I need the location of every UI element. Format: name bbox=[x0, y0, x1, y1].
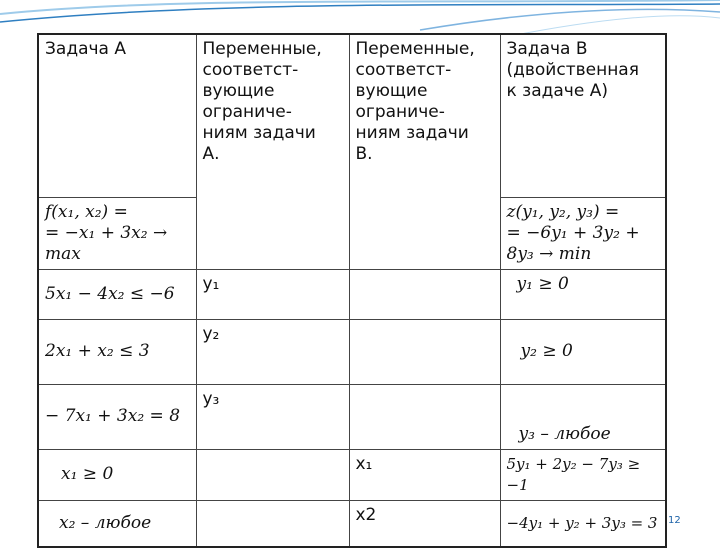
primal-var-4: x₁ bbox=[349, 449, 500, 500]
constraint-b-2: y₂ ≥ 0 bbox=[500, 319, 666, 384]
header-vars-b: Переменные, соответст- вующие ограниче- ниям задачи В. bbox=[349, 34, 500, 269]
constraint-a-2: 2x₁ + x₂ ≤ 3 bbox=[38, 319, 196, 384]
primal-var-5: x2 bbox=[349, 500, 500, 547]
constraint-b-4: 5y₁ + 2y₂ − 7y₃ ≥ −1 bbox=[500, 449, 666, 500]
constraint-b-3: y₃ – любое bbox=[500, 384, 666, 449]
dual-var-1: y₁ bbox=[196, 269, 349, 319]
primal-var-cell-1 bbox=[349, 269, 500, 319]
constraint-a-5: x₂ – любое bbox=[38, 500, 196, 547]
header-task-a: Задача А bbox=[38, 34, 196, 197]
header-vars-a: Переменные, соответст- вующие ограниче- ниям задачи А. bbox=[196, 34, 349, 269]
dual-var-2: y₂ bbox=[196, 319, 349, 384]
objective-a: f(x₁, x₂) = = −x₁ + 3x₂ → max bbox=[38, 197, 196, 269]
dual-var-cell-4 bbox=[196, 449, 349, 500]
page-number: 12 bbox=[668, 515, 681, 526]
primal-var-cell-3 bbox=[349, 384, 500, 449]
constraint-b-1: y₁ ≥ 0 bbox=[500, 269, 666, 319]
header-task-b: Задача В (двойственная к задаче А) bbox=[500, 34, 666, 197]
primal-var-cell-2 bbox=[349, 319, 500, 384]
objective-b: z(y₁, y₂, y₃) = = −6y₁ + 3y₂ + 8y₃ → min bbox=[500, 197, 666, 269]
duality-table bbox=[37, 33, 667, 548]
constraint-b-5: −4y₁ + y₂ + 3y₃ = 3 bbox=[500, 500, 666, 547]
constraint-a-4: x₁ ≥ 0 bbox=[38, 449, 196, 500]
constraint-a-3: − 7x₁ + 3x₂ = 8 bbox=[38, 384, 196, 449]
constraint-a-1: 5x₁ − 4x₂ ≤ −6 bbox=[38, 269, 196, 319]
dual-var-3: y₃ bbox=[196, 384, 349, 449]
